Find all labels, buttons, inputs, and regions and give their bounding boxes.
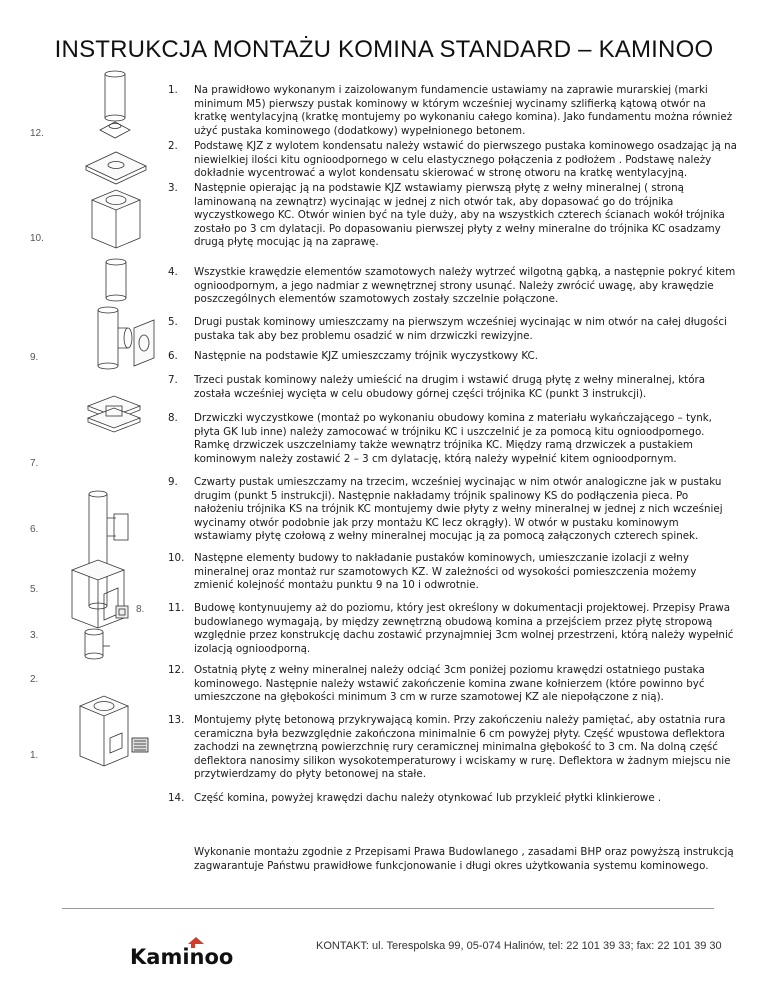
- step-number: 2.: [168, 140, 178, 152]
- diagram-label: 9.: [30, 352, 39, 363]
- contact-info: KONTAKT: ul. Terespolska 99, 05-074 Halinów, tel: 22 101 39 33; fax: 22 101 39 30: [316, 940, 722, 952]
- kaminoo-logo: [128, 934, 234, 972]
- step-text: Budowę kontynuujemy aż do poziomu, który jest określony w dokumentacji projektowej. Przepisy Prawa budowlanego wymagają, by między zewnętrzną obudową komina a przejściem przez płytę stropową względnie przez konstrukcję dachu zostawić przynajmniej 3cm wolnej przestrzeni, którą należy wypełnić izolacją ognioodporną.: [194, 602, 734, 655]
- logo-wordmark: Kaminoo: [130, 945, 234, 969]
- instruction-list: [168, 84, 738, 816]
- diagram-label: 8.: [136, 604, 145, 615]
- part-ceramic-pipe-icon: [106, 259, 126, 301]
- instruction-step: [168, 602, 738, 664]
- step-text: Drugi pustak kominowy umieszczamy na pierwszym wcześniej wycinając w nim otwór na całej długości pustaka tak aby bez problemu osadzić w nim drzwiczki rewizyjne.: [194, 316, 727, 342]
- chimney-assembly-diagram: [28, 66, 158, 846]
- instruction-step: [168, 182, 738, 266]
- step-number: 14.: [168, 792, 185, 804]
- instruction-step: [168, 412, 738, 476]
- step-text: Trzeci pustak kominowy należy umieścić na drugim i wstawić drugą płytę z wełny mineralnej, która została wcześniej wycięta w celu obudowy górnej części trójnika KC (punkt 3 instrukcji).: [194, 374, 706, 400]
- diagram-label: 3.: [30, 630, 39, 641]
- step-text: Czwarty pustak umieszczamy na trzecim, wcześniej wycinając w nim otwór analogiczne jak w pustaku drugim (punkt 5 instrukcji). Następnie nakładamy trójnik spalinowy KS do podłączenia pieca. Po nałożeniu trójnika KS na trójnik KC montujemy dwie płyty z wełny mineralnej w jednej z nich wcześniej wycinamy otwór podobnie jak przy montażu KC lecz okrągły). W otwór w pustaku kominowym wstawiamy płytę czołową z wełny mineralnej mocując ją za pomocą załączonych czterech spinek.: [194, 476, 723, 543]
- step-number: 4.: [168, 266, 178, 278]
- step-text: Następnie opierając ją na podstawie KJZ wstawiamy pierwszą płytę z wełny mineralnej ( stroną laminowaną na zewnątrz) wycinając w jednej z nich otwór tak, aby dopasować go do trójnika wyczystkowego KC. Otwór winien być na tyle duży, aby na wszystkich czterech ścianach wokół trójnika zostało po 3 cm dylatacji. Po dopasowaniu pierwszej płyty z wełny mineralne do trójnika KC osadzamy drugą płytę mocując ją na zaprawę.: [194, 182, 725, 249]
- step-number: 1.: [168, 84, 178, 96]
- part-flue-tee-icon: [98, 307, 154, 369]
- diagram-label: 5.: [30, 584, 39, 595]
- instruction-step: [168, 714, 738, 792]
- instruction-step: [168, 266, 738, 316]
- step-number: 7.: [168, 374, 178, 386]
- step-text: Podstawę KJZ z wylotem kondensatu należy wstawić do pierwszego pustaka kominowego osadzając ją na niewielkiej ilości kitu ognioodpornego w celu elastycznego połączenia z podłożem . Podstawę należy dokładnie wycentrować a wylot kondensatu skierować w stronę otworu na kratkę wentylacyjną.: [194, 140, 737, 180]
- instruction-step: [168, 792, 738, 816]
- instruction-step: [168, 350, 738, 374]
- part-cleaning-tee-icon: [89, 491, 128, 609]
- part-deflector-icon: [100, 71, 130, 138]
- step-number: 8.: [168, 412, 178, 424]
- diagram-label: 12.: [30, 128, 44, 139]
- part-chimney-block-base-icon: [80, 696, 128, 766]
- vent-grille-icon: [132, 738, 148, 752]
- step-text: Wszystkie krawędzie elementów szamotowych należy wytrzeć wilgotną gąbką, a następnie pokryć kitem ognioodpornym, a jego nadmiar z wewnętrznej strony usunąć. Należy zwrócić uwagę, aby krawędzie poszczególnych elementów szamotowych zostały szczelnie połączone.: [194, 266, 736, 306]
- instruction-step: [168, 374, 738, 412]
- step-text: Montujemy płytę betonową przykrywającą komin. Przy zakończeniu należy pamiętać, aby ostatnia rura ceramiczna była bezwzględnie zakończona minimalnie 6 cm powyżej płyty. Część wpustowa deflektora zachodzi na zewnętrzną powierzchnię rury ceramicznej minimalna głębokość to 3 cm. Na dolną część deflektora nanosimy silikon wysokotemperaturowy i wciskamy w rurę. Deflektora w żadnym miejscu nie przytwierdzamy do płyty betonowej na stałe.: [194, 714, 731, 781]
- step-text: Następnie na podstawie KJZ umieszczamy trójnik wyczystkowy KC.: [194, 350, 539, 362]
- footer-divider: [62, 908, 714, 909]
- step-number: 10.: [168, 552, 185, 564]
- part-inspection-door-icon: [116, 606, 128, 618]
- page-title: INSTRUKCJA MONTAŻU KOMINA STANDARD – KAMINOO: [54, 36, 714, 63]
- closing-note: Wykonanie montażu zgodnie z Przepisami Prawa Budowlanego , zasadami BHP oraz powyższą instrukcją zagwarantuje Państwu prawidłowe funkcjonowanie i długi okres użytkowania systemu kominowego.: [194, 846, 734, 872]
- step-number: 11.: [168, 602, 185, 614]
- step-number: 13.: [168, 714, 185, 726]
- instruction-step: [168, 664, 738, 714]
- step-text: Na prawidłowo wykonanym i zaizolowanym fundamencie ustawiamy na zaprawie murarskiej (marki minimum M5) pierwszy pustak kominowy w którym wcześniej wycinamy szlifierką kątową otwór na kratkę wentylacyjną (kratkę montujemy po wykonaniu całego komina). Jako fundamentu można również użyć pustaka kominowego (dodatkowy) wypełnionego betonem.: [194, 84, 733, 137]
- instruction-step: [168, 316, 738, 350]
- step-text: Następne elementy budowy to nakładanie pustaków kominowych, umieszczanie izolacji z wełny mineralnej oraz montaż rur szamotowych KZ. W zależności od wysokości pomieszczenia możemy zmienić kolejność montażu punktu 9 na 10 i odwrotnie.: [194, 552, 697, 592]
- step-text: Część komina, powyżej krawędzi dachu należy otynkować lub przykleić płytki klinkierowe .: [194, 792, 662, 804]
- instruction-step: [168, 476, 738, 552]
- part-wool-plates-icon: [88, 396, 140, 432]
- diagram-label: 7.: [30, 458, 39, 469]
- step-number: 6.: [168, 350, 178, 362]
- part-chimney-block-top-icon: [92, 190, 140, 248]
- step-number: 12.: [168, 664, 185, 676]
- step-number: 9.: [168, 476, 178, 488]
- logo-roof-icon: [188, 937, 204, 944]
- diagram-label: 2.: [30, 674, 39, 685]
- step-text: Drzwiczki wyczystkowe (montaż po wykonaniu obudowy komina z materiału wykańczającego – tynk, płyta GK lub inne) należy zamocować w trójniku KC i uszczelnić je za pomocą kitu ognioodpornego. Ramkę drzwiczek uszczelniamy także wewnątrz trójnika KC. Między ramą drzwiczek a pustakiem kominowym należy zostawić 2 – 3 cm dylatację, którą należy wypełnić kitem ognioodpornym.: [194, 412, 712, 465]
- diagram-label: 6.: [30, 524, 39, 535]
- part-kjz-base-icon: [85, 629, 110, 659]
- instruction-step: [168, 552, 738, 602]
- step-text: Ostatnią płytę z wełny mineralnej należy odciąć 3cm poniżej poziomu krawędzi ostatniego pustaka kominowego. Następnie należy wstawić zakończenie komina zwane kołnierzem (które powinno być umieszczone na głębokości minimum 3 cm w rurze szamotowej KZ ale niepołączone z nią).: [194, 664, 705, 704]
- diagram-label: 10.: [30, 233, 44, 244]
- part-concrete-plate-icon: [86, 152, 146, 184]
- instruction-step: [168, 84, 738, 140]
- step-number: 3.: [168, 182, 178, 194]
- instruction-step: [168, 140, 738, 182]
- step-number: 5.: [168, 316, 178, 328]
- diagram-label: 1.: [30, 750, 39, 761]
